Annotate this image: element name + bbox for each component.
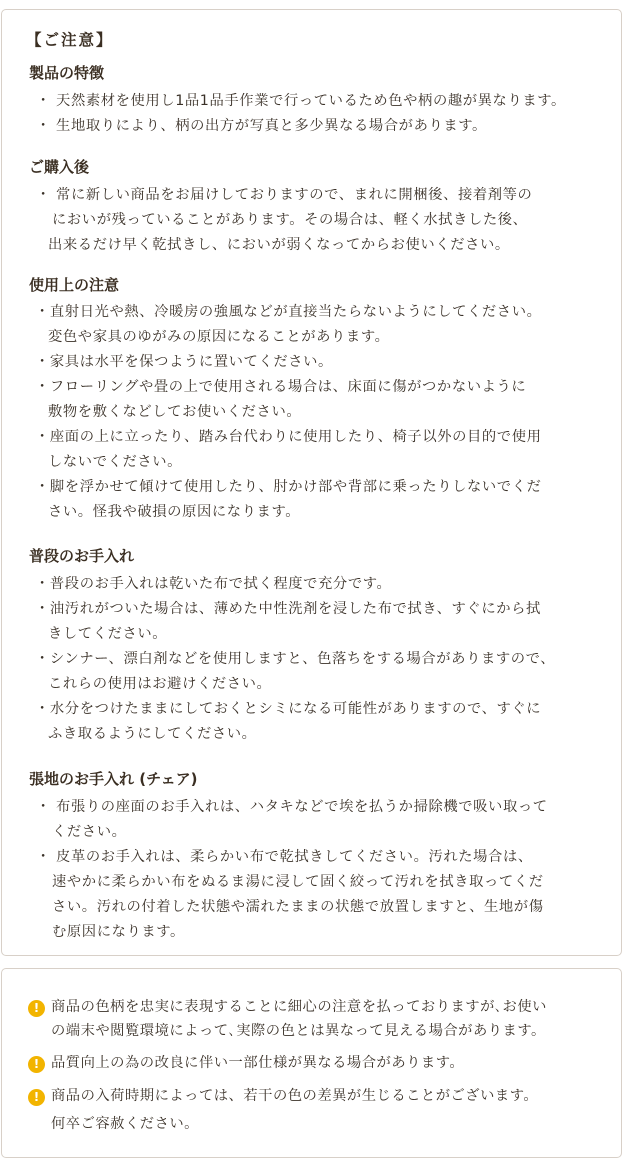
list-item-continued: 敷物を敷くなどしてお使いください。 (48, 404, 302, 420)
list-item-continued: ください。 (52, 824, 127, 840)
list-item-continued: これらの使用はお避けください。 (48, 676, 272, 692)
list-item: ・ 布張りの座面のお手入れは、ハタキなどで埃を払うか掃除機で吸い取って (36, 799, 548, 815)
list-item: ・フローリングや畳の上で使用される場合は、床面に傷がつかないように (35, 379, 527, 395)
list-item-continued: 出来るだけ早く乾拭きし、においが弱くなってからお使いください。 (48, 237, 510, 253)
notice-text-continued: の端末や閲覧環境によって､実際の色とは異なって見える場合があります。 (51, 1023, 546, 1039)
list-item: ・普段のお手入れは乾いた布で拭く程度で充分です。 (35, 576, 392, 592)
exclamation-circle-icon: ! (28, 1089, 45, 1106)
list-item-continued: さい。怪我や破損の原因になります。 (48, 504, 301, 520)
list-item-continued: しないでください。 (48, 454, 183, 470)
notice-text: 品質向上の為の改良に伴い一部仕様が異なる場合があります。 (51, 1055, 465, 1071)
caution-title: 【ご注意】 (26, 31, 114, 49)
section-heading-usage-notes: 使用上の注意 (29, 276, 120, 294)
notice-text-continued: 何卒ご容赦ください。 (51, 1116, 199, 1132)
section-heading-features: 製品の特徴 (29, 64, 105, 82)
notice-text: 商品の色柄を忠実に表現することに細心の注意を払っておりますが､お使い (51, 999, 547, 1015)
section-heading-after-purchase: ご購入後 (29, 158, 90, 176)
list-item: ・水分をつけたままにしておくとシミになる可能性がありますので、すぐに (35, 701, 542, 717)
list-item: ・ 生地取りにより、柄の出方が写真と多少異なる場合があります。 (36, 118, 487, 134)
list-item: ・シンナー、漂白剤などを使用しますと、色落ちをする場合がありますので、 (35, 651, 556, 667)
list-item: ・家具は水平を保つように置いてください。 (35, 354, 333, 370)
list-item: ・脚を浮かせて傾けて使用したり、肘かけ部や背部に乗ったりしないでくだ (35, 479, 542, 495)
exclamation-circle-icon: ! (28, 1000, 45, 1017)
list-item: ・座面の上に立ったり、踏み台代わりに使用したり、椅子以外の目的で使用 (35, 429, 542, 445)
exclamation-circle-icon: ! (28, 1056, 45, 1073)
list-item: ・油汚れがついた場合は、薄めた中性洗剤を浸した布で拭き、すぐにから拭 (35, 601, 541, 617)
list-item: ・ 天然素材を使用し1品1品手作業で行っているため色や柄の趣が異なります。 (36, 93, 566, 109)
list-item-continued: さい。汚れの付着した状態や濡れたままの状態で放置しますと、生地が傷 (52, 899, 544, 915)
notice-text: 商品の入荷時期によっては、若干の色の差異が生じることがございます。 (51, 1088, 539, 1104)
list-item-continued: ふき取るようにしてください。 (48, 726, 257, 742)
list-item: ・直射日光や熱、冷暖房の強風などが直接当たらないようにしてください。 (35, 304, 542, 320)
list-item-continued: きしてください。 (48, 626, 168, 642)
section-heading-upholstery-care: 張地のお手入れ (チェア) (29, 770, 198, 788)
list-item-continued: 速やかに柔らかい布をぬるま湯に浸して固く絞って汚れを拭き取ってくだ (52, 874, 544, 890)
section-heading-daily-care: 普段のお手入れ (29, 547, 135, 565)
list-item: ・ 常に新しい商品をお届けしておりますので、まれに開梱後、接着剤等の (36, 187, 533, 203)
list-item: ・ 皮革のお手入れは、柔らかい布で乾拭きしてください。汚れた場合は、 (36, 849, 533, 865)
list-item-continued: む原因になります。 (52, 924, 185, 940)
list-item-continued: 変色や家具のゆがみの原因になることがあります。 (48, 329, 390, 345)
list-item-continued: においが残っていることがあります。その場合は、軽く水拭きした後、 (52, 212, 528, 228)
